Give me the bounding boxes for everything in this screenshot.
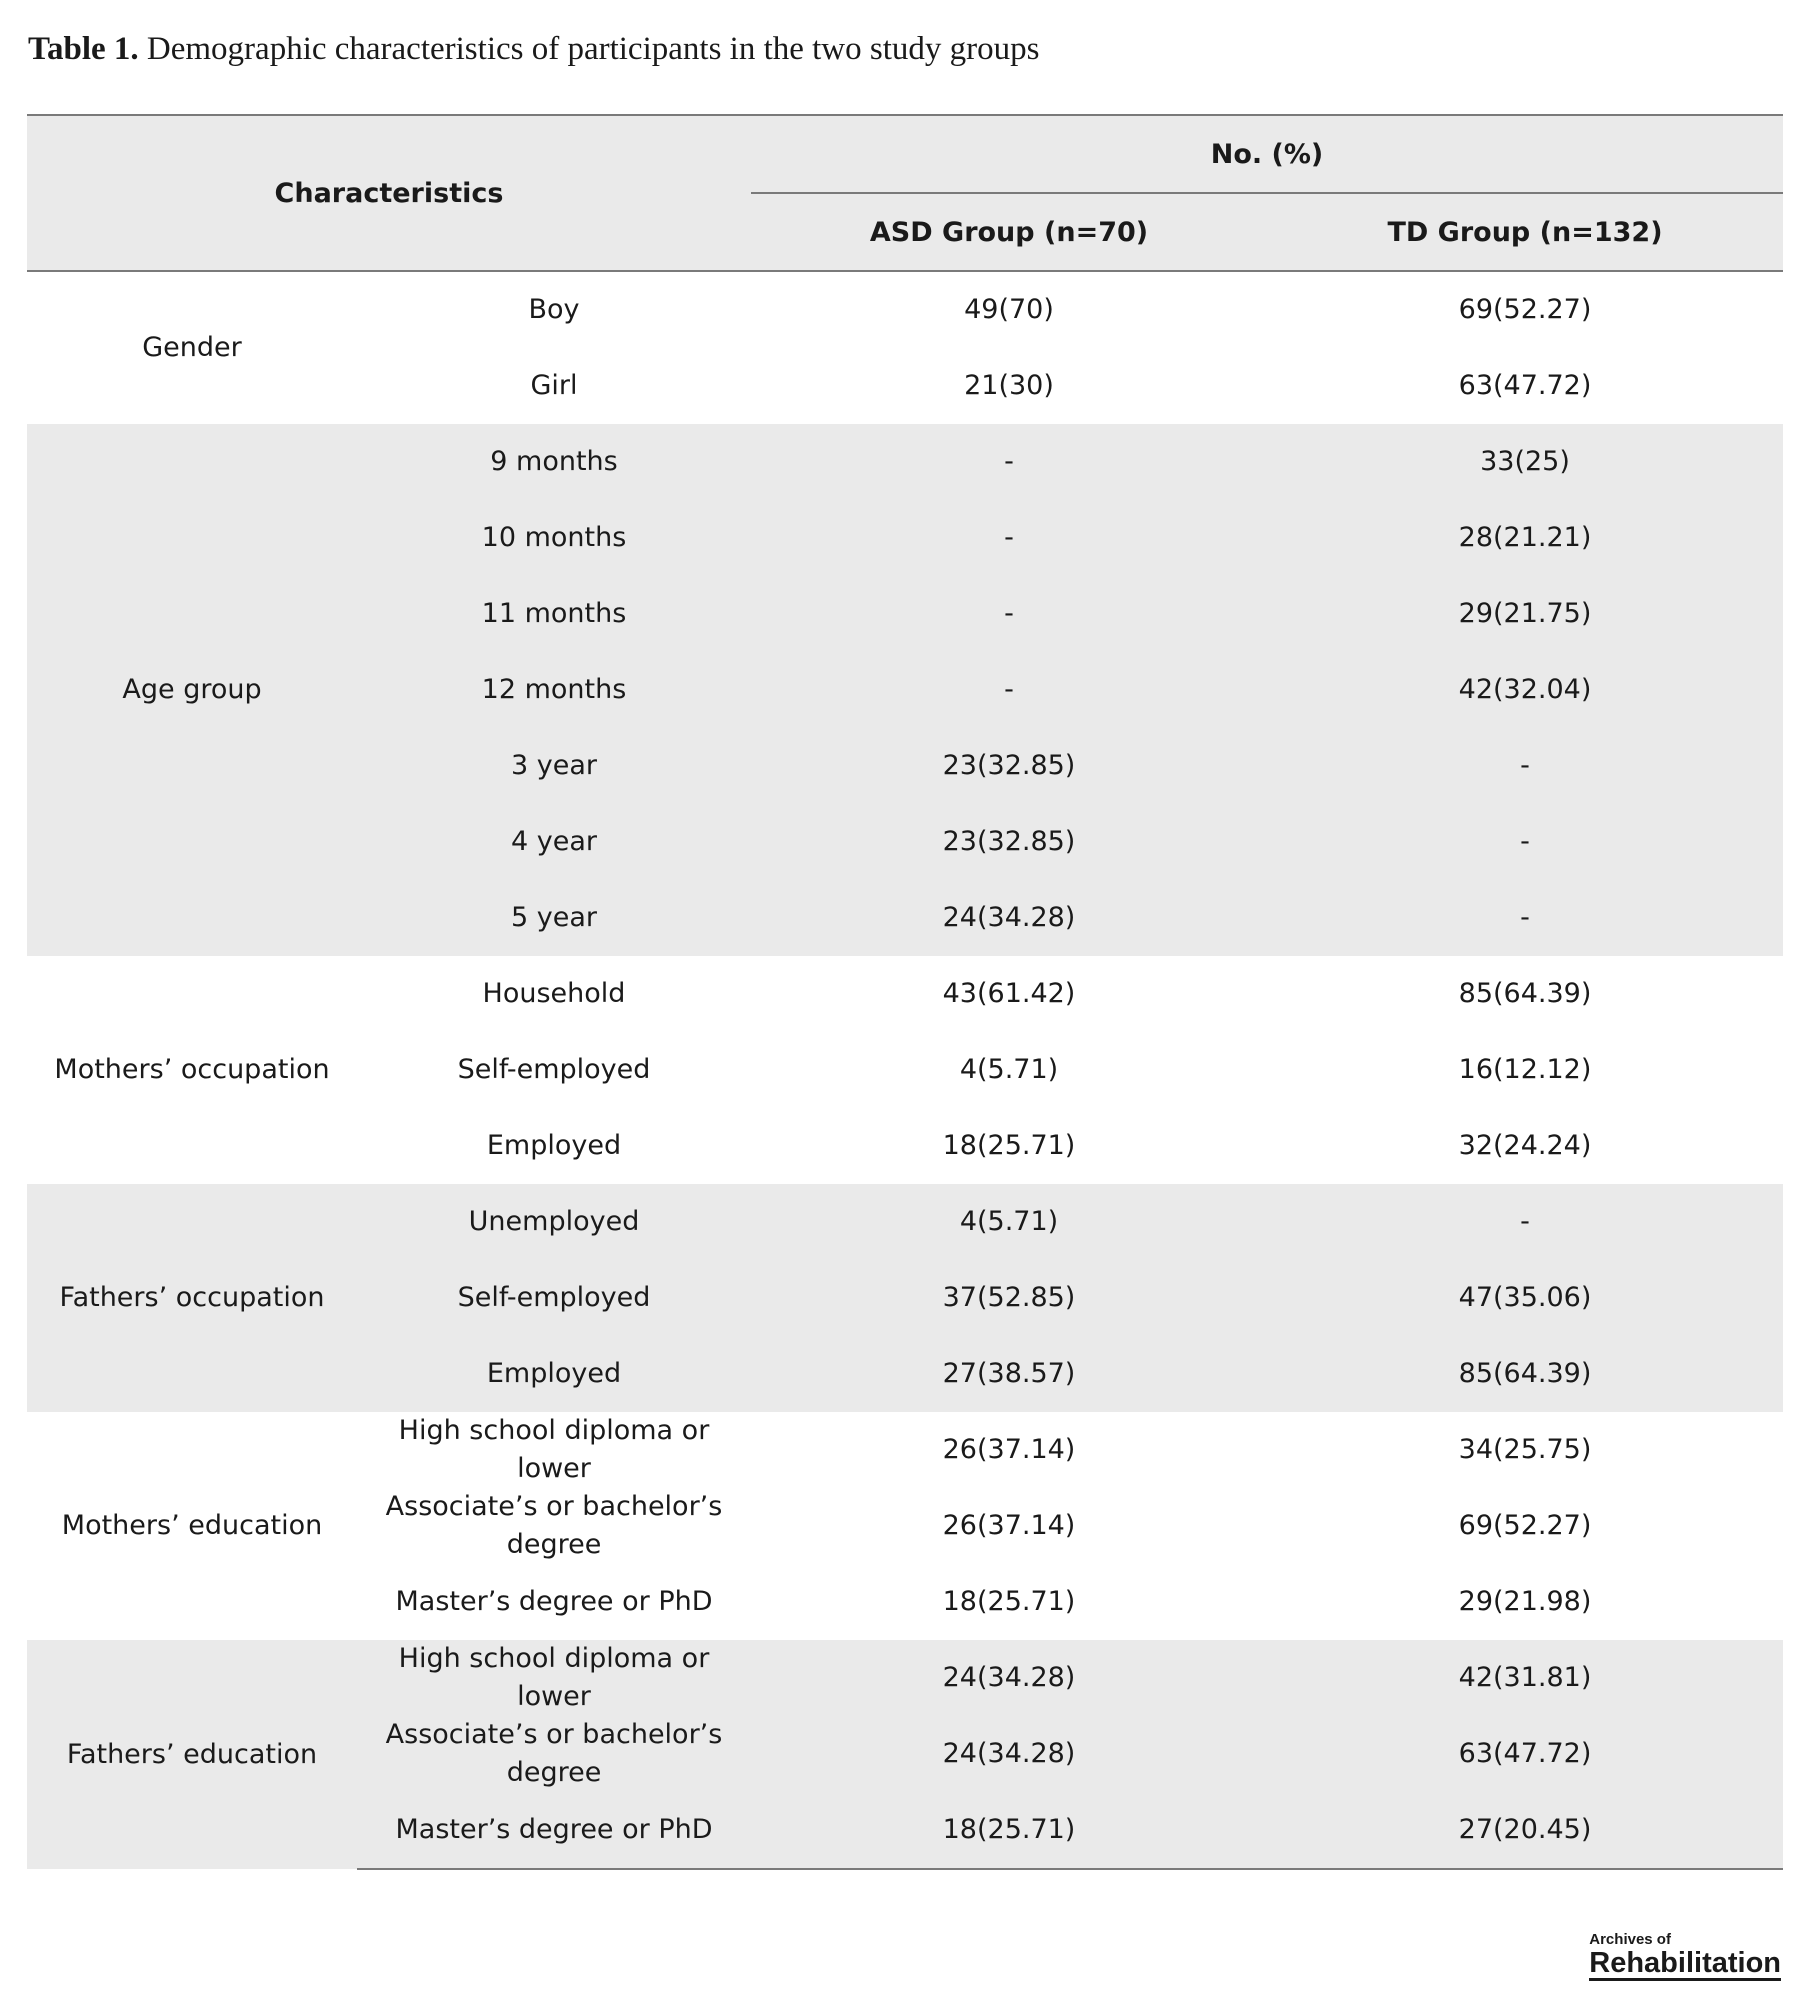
asd-value: 23(32.85) — [751, 804, 1267, 880]
td-value: 42(31.81) — [1267, 1640, 1783, 1716]
td-value: - — [1267, 804, 1783, 880]
row-label: Employed — [357, 1336, 751, 1412]
td-value: 29(21.98) — [1458, 1586, 1592, 1617]
table-row — [27, 1184, 1783, 1260]
td-value: 16(12.12) — [1458, 1054, 1592, 1085]
row-label: 3 year — [357, 728, 751, 804]
asd-value: - — [751, 424, 1267, 500]
caption-text: Demographic characteristics of participants in the two study groups — [146, 31, 1040, 67]
td-value: 33(25) — [1267, 424, 1783, 500]
caption-label: Table 1. — [28, 31, 139, 67]
asd-value: 49(70) — [964, 294, 1054, 325]
section-label: Fathers’ education — [27, 1640, 357, 1869]
td-value: - — [1267, 880, 1783, 956]
asd-value: 43(61.42) — [942, 978, 1076, 1009]
td-value: - — [1267, 1184, 1783, 1260]
logo-line-2: Rehabilitation — [1589, 1947, 1781, 1979]
logo-line-1: Archives of — [1589, 1931, 1671, 1948]
section-fathers-education — [27, 1640, 1783, 1869]
asd-value: 18(25.71) — [942, 1130, 1076, 1161]
asd-value: 24(34.28) — [751, 880, 1267, 956]
row-label: Self-employed — [457, 1054, 651, 1085]
table-row — [27, 424, 1783, 500]
row-label: 12 months — [357, 652, 751, 728]
td-value: 69(52.27) — [1458, 294, 1592, 325]
asd-value: 26(37.14) — [942, 1510, 1076, 1541]
td-value: 28(21.21) — [1267, 500, 1783, 576]
asd-value: 26(37.14) — [942, 1434, 1076, 1465]
asd-value: - — [751, 500, 1267, 576]
asd-value: 23(32.85) — [751, 728, 1267, 804]
td-value: 32(24.24) — [1458, 1130, 1592, 1161]
td-value: 34(25.75) — [1458, 1434, 1592, 1465]
section-label: Fathers’ occupation — [27, 1184, 357, 1412]
asd-value: 24(34.28) — [751, 1716, 1267, 1792]
row-label: 10 months — [357, 500, 751, 576]
header-no-percent: No. (%) — [751, 115, 1783, 193]
row-label: High school diploma or lower — [398, 1415, 710, 1484]
asd-value: 27(38.57) — [751, 1336, 1267, 1412]
row-label: Girl — [530, 370, 578, 401]
section-label: Age group — [27, 424, 357, 956]
td-value: 47(35.06) — [1267, 1260, 1783, 1336]
asd-value: 21(30) — [964, 370, 1054, 401]
row-label: Associate’s or bachelor’s degree — [357, 1716, 751, 1792]
td-value: 85(64.39) — [1458, 978, 1592, 1009]
td-value: 69(52.27) — [1458, 1510, 1592, 1541]
asd-value: 18(25.71) — [751, 1792, 1267, 1869]
row-label: 4 year — [357, 804, 751, 880]
row-label: 5 year — [357, 880, 751, 956]
section-label: Mothers’ education — [61, 1510, 323, 1541]
table-row — [27, 956, 1783, 1032]
asd-value: - — [751, 652, 1267, 728]
table-row — [27, 1640, 1783, 1716]
asd-value: 24(34.28) — [751, 1640, 1267, 1716]
section-mothers-occupation — [27, 956, 1783, 1184]
row-label: Master’s degree or PhD — [357, 1792, 751, 1869]
row-label: 11 months — [357, 576, 751, 652]
row-label: Employed — [486, 1130, 622, 1161]
section-mothers-education — [27, 1412, 1783, 1640]
journal-logo — [1589, 1932, 1781, 1981]
header-asd-group: ASD Group (n=70) — [751, 193, 1267, 271]
row-label: Unemployed — [357, 1184, 751, 1260]
asd-value: 4(5.71) — [751, 1184, 1267, 1260]
section-label: Gender — [142, 332, 242, 363]
demographics-table — [27, 114, 1783, 1870]
table-caption — [28, 28, 1788, 70]
table-row — [27, 1412, 1783, 1488]
td-value: 29(21.75) — [1267, 576, 1783, 652]
td-value: - — [1267, 728, 1783, 804]
asd-value: - — [751, 576, 1267, 652]
section-fathers-occupation — [27, 1184, 1783, 1412]
section-label: Mothers’ occupation — [54, 1054, 330, 1085]
row-label: Household — [482, 978, 626, 1009]
asd-value: 18(25.71) — [942, 1586, 1076, 1617]
td-value: 85(64.39) — [1267, 1336, 1783, 1412]
table-row — [27, 271, 1783, 348]
row-label: 9 months — [357, 424, 751, 500]
header-td-group: TD Group (n=132) — [1267, 193, 1783, 271]
row-label: Associate’s or bachelor’s degree — [385, 1491, 723, 1560]
td-value: 42(32.04) — [1267, 652, 1783, 728]
td-value: 63(47.72) — [1458, 370, 1592, 401]
td-value: 27(20.45) — [1267, 1792, 1783, 1869]
asd-value: 4(5.71) — [959, 1054, 1059, 1085]
header-characteristics: Characteristics — [27, 115, 751, 271]
asd-value: 37(52.85) — [751, 1260, 1267, 1336]
row-label: Master’s degree or PhD — [395, 1586, 713, 1617]
section-age-group — [27, 424, 1783, 956]
section-gender — [27, 271, 1783, 424]
row-label: Self-employed — [357, 1260, 751, 1336]
row-label: Boy — [528, 294, 580, 325]
row-label: High school diploma or lower — [357, 1640, 751, 1716]
td-value: 63(47.72) — [1267, 1716, 1783, 1792]
table-header — [27, 115, 1783, 271]
